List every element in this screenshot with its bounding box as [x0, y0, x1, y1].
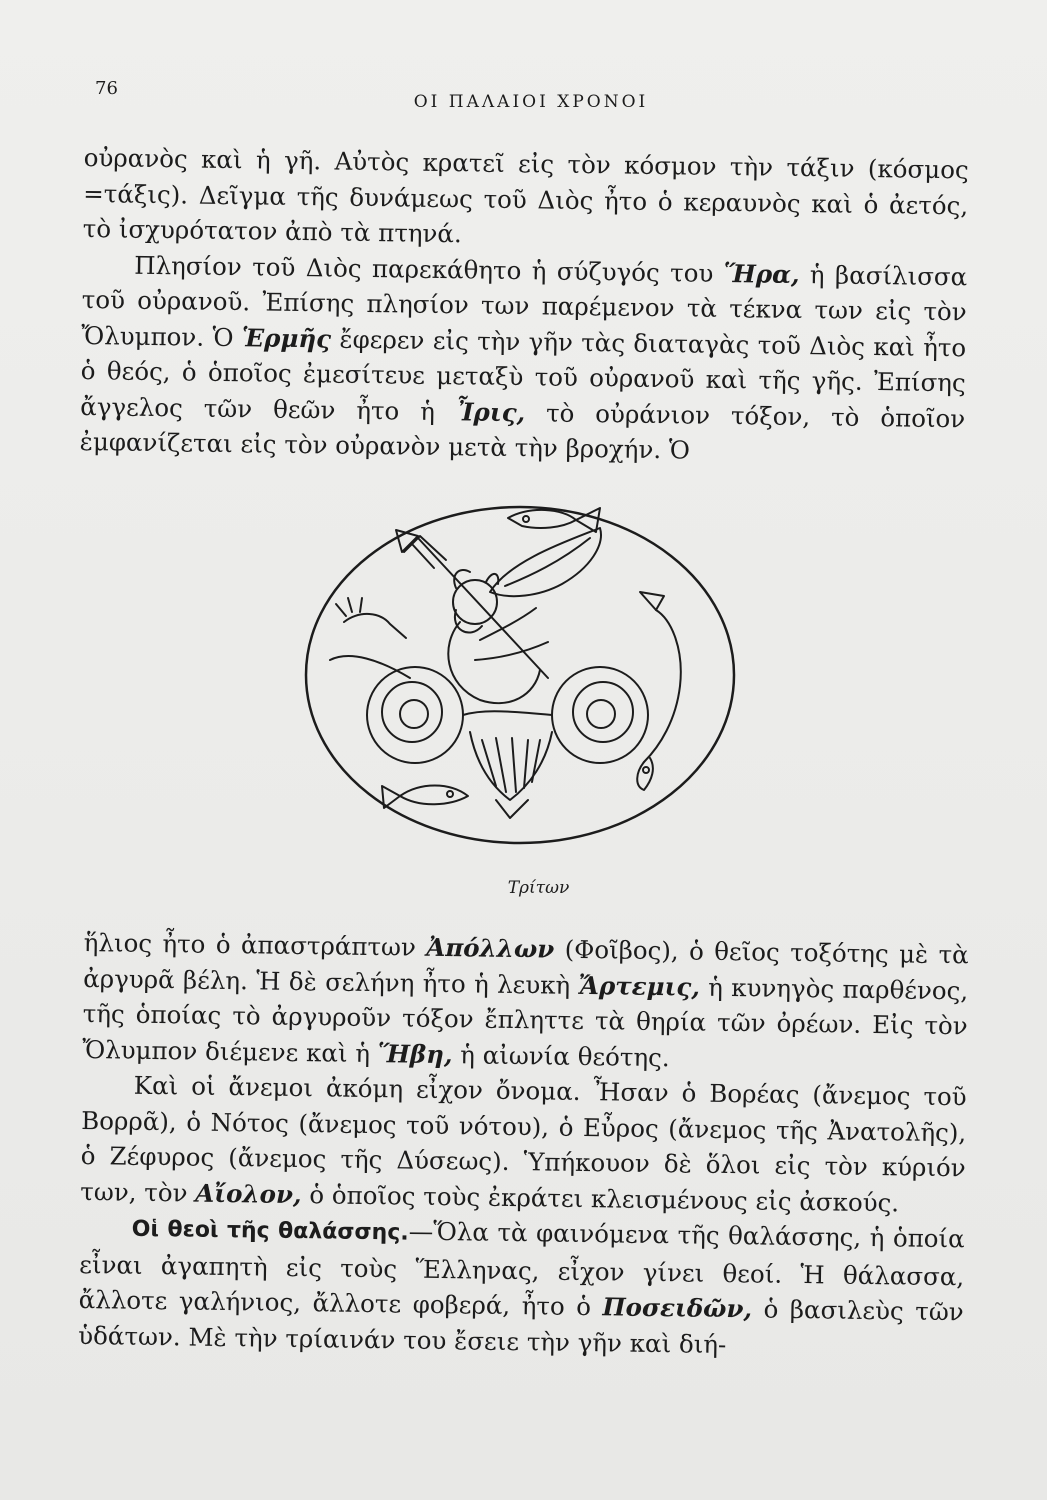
name-hera: Ἥρα,: [723, 258, 800, 289]
name-aeolus: Αἴολον,: [195, 1178, 302, 1209]
name-hebe: Ἥβη,: [377, 1038, 453, 1069]
text-run: ἡ βασίλισσα τοῦ οὐρανοῦ. Ἐπίσης πλησίον των παρέμενον τὰ τέκνα των εἰς τὸν Ὄλυμπον. Ὁ: [81, 259, 968, 352]
text-run: Καὶ οἱ ἄνεμοι ἀκόμη εἶχον ὄνομα. Ἦσαν ὁ Βορέας (ἄνεμος τοῦ Βορρᾶ), ὁ Νότος (ἄνεμος τοῦ νότου), ὁ Εὖρος (ἄνεμος τῆς Ἀνατολῆς), ὁ Ζέφυρος (ἄνεμος τῆς Δύσεως). Ὑπήκουον δὲ ὅλοι εἰς τὸν κύριόν των, τὸν: [80, 1070, 967, 1208]
paragraph-winds: [80, 1067, 967, 1221]
page-number: 76: [95, 78, 118, 99]
text-run: Πλησίον τοῦ Διὸς παρεκάθητο ἡ σύζυγός του: [134, 250, 724, 288]
running-head: [95, 78, 967, 112]
text-run: ὁ ὁποῖος τοὺς ἐκράτει κλεισμένους εἰς ἀσκούς.: [301, 1179, 900, 1217]
paragraph-hera-hermes-iris: [80, 246, 968, 471]
text-run: τὸ οὐράνιον τόξον, τὸ ὁποῖον ἐμφανίζεται εἰς τὸν οὐρανὸν μετὰ τὴν βροχήν. Ὁ: [79, 397, 966, 465]
name-artemis: Ἄρτεμις,: [578, 970, 701, 1002]
text-run: ἡ αἰωνία θεότης.: [452, 1039, 670, 1072]
text-run: ἥλιος ἦτο ὁ ἀπαστράπτων: [83, 927, 427, 962]
name-iris: Ἶρις,: [455, 396, 526, 427]
section-heading: Οἱ θεοὶ τῆς θαλάσσης.: [131, 1216, 409, 1246]
running-title: ΟΙ ΠΑΛΑΙΟΙ ΧΡΟΝΟΙ: [413, 92, 649, 112]
paragraph-apollo-artemis-hebe: [82, 925, 969, 1079]
text-block-bottom: [78, 925, 969, 1365]
name-apollo: Ἀπόλλων: [426, 932, 555, 964]
text-block-top: [80, 140, 969, 472]
paragraph-zeus: οὐρανὸς καὶ ἡ γῆ. Αὐτὸς κρατεῖ εἰς τὸν κόσμον τὴν τάξιν (κόσμος =τάξις). Δεῖγμα τῆς δυνάμεως τοῦ Διὸς ἦτο ὁ κεραυνὸς καὶ ὁ ἀετός, τὸ ἰσχυρότατον ἀπὸ τὰ πτηνά.: [82, 142, 969, 249]
paragraph-sea-gods: [78, 1209, 965, 1365]
text-run: ἡ κυνηγὸς παρθένος, τῆς ὁποίας τὸ ἀργυροῦν τόξον ἔπληττε τὰ θηρία τῶν ὀρέων. Εἰς τὸν Ὄλυμπον διέμενε καὶ ἡ: [82, 972, 969, 1068]
text-run: (Φοῖβος), ὁ θεῖος τοξότης μὲ τὰ ἀργυρᾶ βέλη. Ἡ δὲ σελήνη ἦτο ἡ λευκὴ: [83, 934, 969, 1000]
triton-illustration: [300, 500, 740, 850]
text-run: ἔφερεν εἰς τὴν γῆν τὰς διαταγὰς τοῦ Διὸς καὶ ἦτο ὁ θεός, ὁ ὁποῖος ἐμεσίτευε μεταξὺ τοῦ οὐρανοῦ καὶ τῆς γῆς. Ἐπίσης ἄγγελος τῶν θεῶν ἦτο ἡ: [80, 323, 967, 426]
figure-caption: Τρίτων: [507, 878, 570, 898]
text-run: ὁ βασιλεὺς τῶν ὑδάτων. Μὲ τὴν τρίαινάν του ἔσειε τὴν γῆν καὶ διή-: [78, 1294, 964, 1359]
name-hermes: Ἑρμῆς: [241, 322, 332, 353]
text-run: —Ὅλα τὰ φαινόμενα τῆς θαλάσσης, ἡ ὁποία εἶναι ἀγαπητὴ εἰς τοὺς Ἕλληνας, εἶχον γίνει θεοί. Ἡ θάλασσα, ἄλλοτε γαλήνιος, ἄλλοτε φοβερά, ἦτο ὁ: [78, 1216, 965, 1322]
name-poseidon: Ποσειδῶν,: [602, 1292, 753, 1324]
